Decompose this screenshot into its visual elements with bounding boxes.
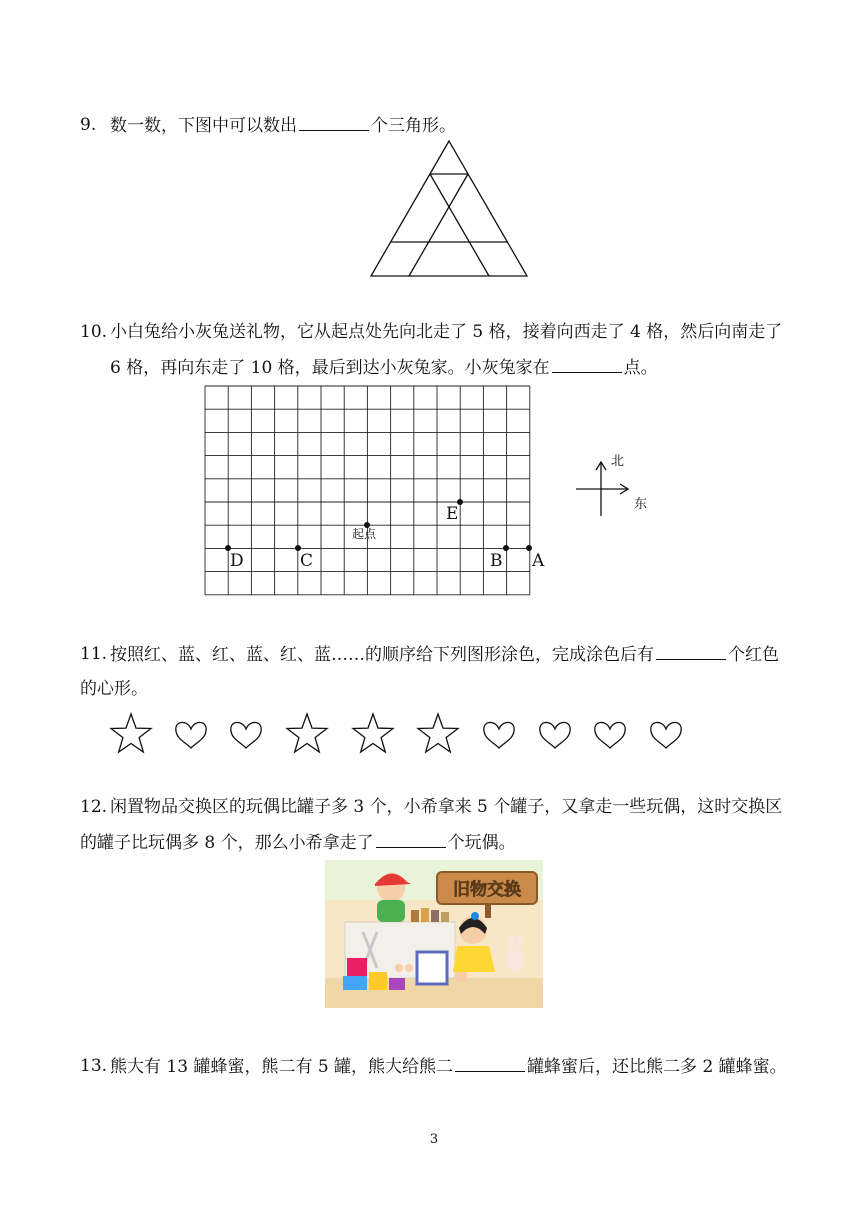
heart-icon <box>176 722 206 748</box>
star-icon <box>418 714 458 752</box>
heart-icon <box>651 722 681 748</box>
q12-line2 <box>80 831 516 854</box>
q10-line2-before: 6 格，再向东走了 10 格，最后到达小灰兔家。小灰兔家在 <box>110 358 550 378</box>
q9-text-after: 个三角形。 <box>371 116 456 136</box>
q11-number: 11. <box>80 644 108 664</box>
q12-line1: 闲置物品交换区的玩偶比罐子多 3 个，小希拿来 5 个罐子，又拿走一些玩偶，这时交换区 <box>110 797 783 817</box>
sign-text: 旧物交换 <box>453 880 521 900</box>
q9-text-before: 数一数，下图中可以数出 <box>110 116 297 136</box>
compass-east-label: 东 <box>634 497 648 512</box>
q13-answer-blank[interactable] <box>455 1055 525 1072</box>
q9-number: 9. <box>80 115 97 135</box>
picture-frame-icon <box>417 952 447 984</box>
q13-number: 13. <box>80 1056 108 1076</box>
label-D: D <box>230 551 244 571</box>
q13-text-after: 罐蜂蜜后，还比熊二多 2 罐蜂蜜。 <box>527 1057 787 1077</box>
heart-icon <box>484 722 514 748</box>
q12-line2-after: 个玩偶。 <box>447 833 516 853</box>
heart-icon <box>231 722 261 748</box>
label-C: C <box>300 551 314 571</box>
q11-line1-after: 个红色 <box>728 645 779 665</box>
label-A: A <box>532 551 545 571</box>
q13-text-before: 熊大有 13 罐蜂蜜，熊二有 5 罐，熊大给熊二 <box>110 1057 454 1077</box>
q10-line1: 小白兔给小灰兔送礼物，它从起点处先向北走了 5 格，接着向西走了 4 格，然后向南走了 <box>110 322 783 342</box>
q12-illustration <box>325 860 543 1008</box>
page-number: 3 <box>429 1132 439 1147</box>
q11-line1-before: 按照红、蓝、红、蓝、红、蓝……的顺序给下列图形涂色，完成涂色后有 <box>110 645 654 665</box>
q10-number: 10. <box>80 322 108 342</box>
q12-number: 12. <box>80 797 108 817</box>
star-icon <box>353 714 393 752</box>
label-E: E <box>446 504 459 524</box>
q12-line2-before: 的罐子比玩偶多 8 个，那么小希拿走了 <box>80 833 374 853</box>
label-start: 起点 <box>352 527 377 541</box>
q11-line2: 的心形。 <box>80 679 148 699</box>
q10-line2-after: 点。 <box>623 358 658 378</box>
heart-icon <box>595 722 625 748</box>
q12-answer-blank[interactable] <box>376 831 446 848</box>
compass-north-label: 北 <box>611 454 625 469</box>
q13-text <box>110 1055 787 1078</box>
star-icon <box>111 714 151 752</box>
heart-icon <box>540 722 570 748</box>
star-icon <box>287 714 327 752</box>
label-B: B <box>490 551 503 571</box>
